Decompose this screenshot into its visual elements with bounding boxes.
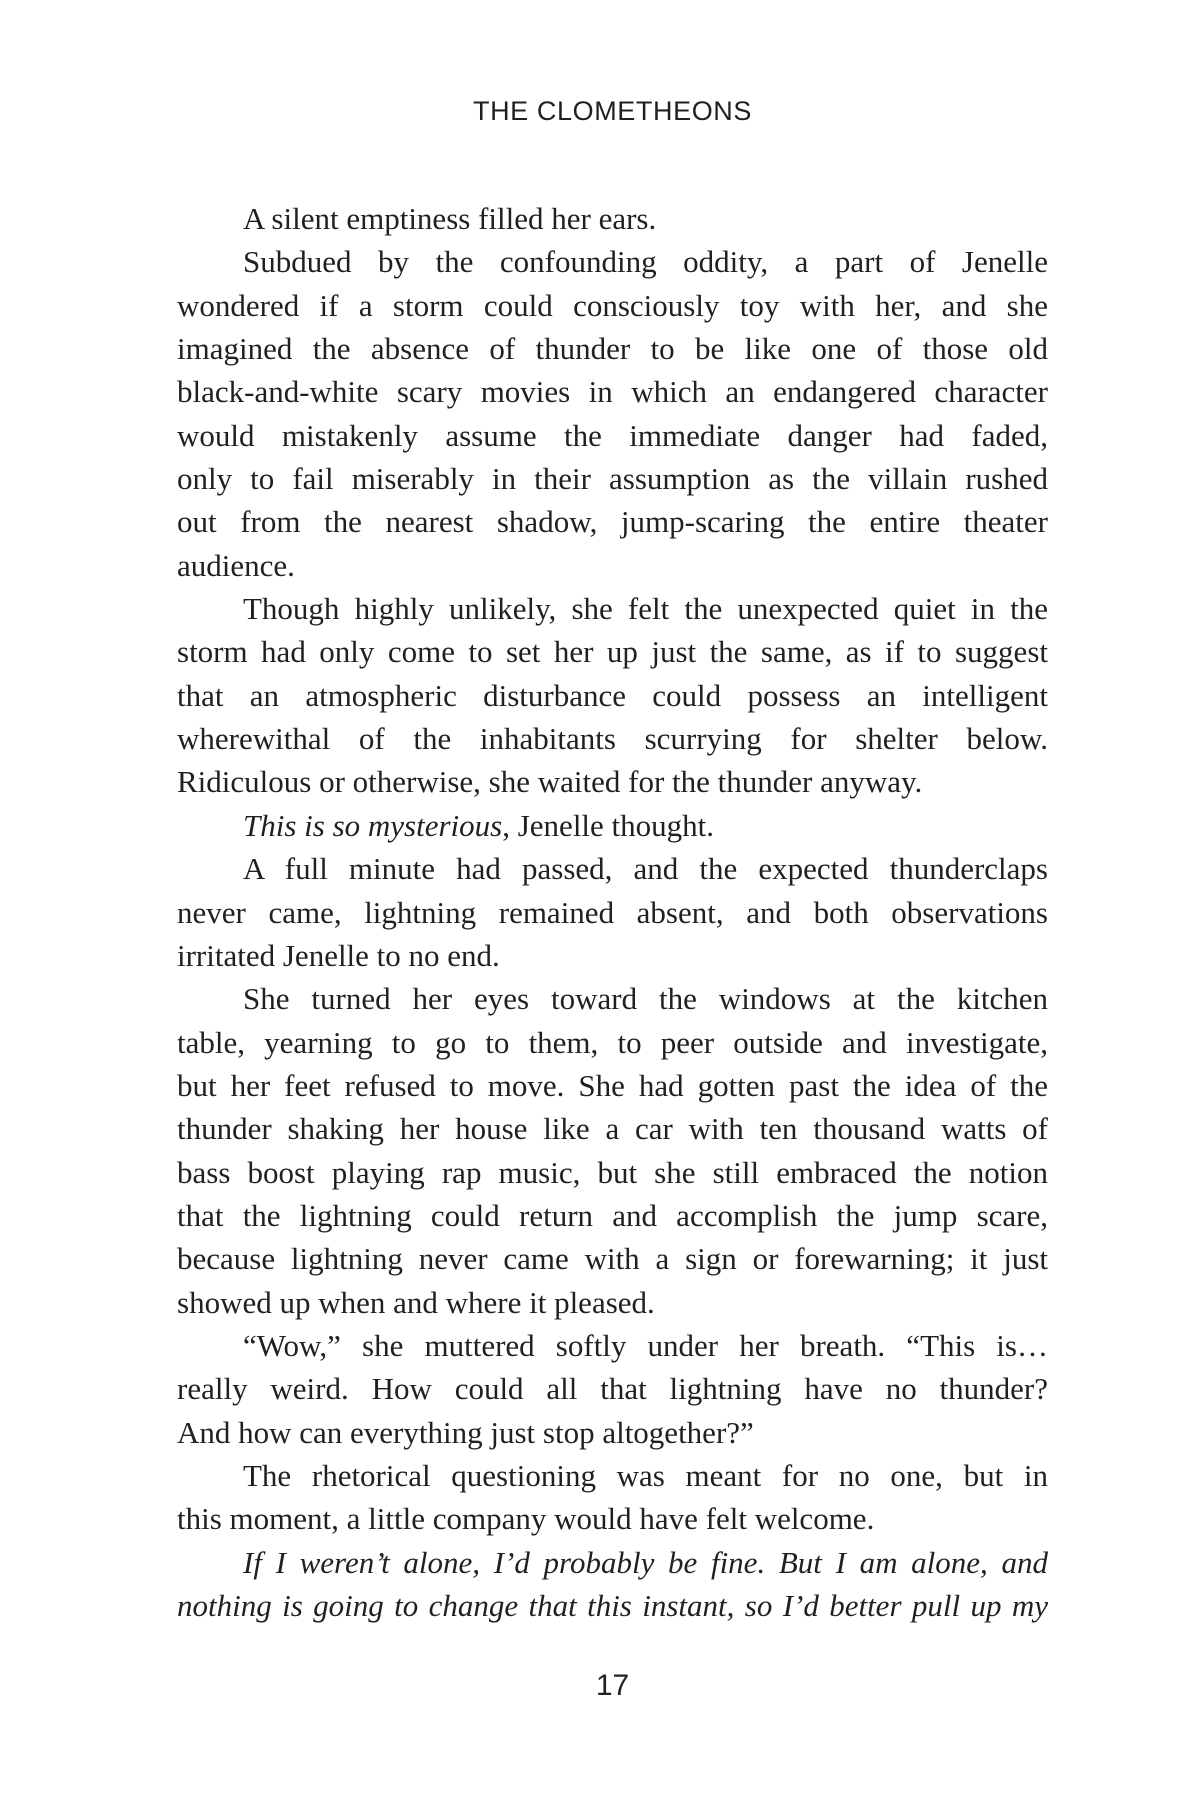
text-line — [177, 1281, 1048, 1324]
text-line — [177, 587, 1048, 630]
text-run: nothing is going to change that this instant, so I’d better pull up my — [177, 1588, 1048, 1623]
text-line — [177, 1411, 1048, 1454]
text-run: would mistakenly assume the immediate danger had faded, — [177, 417, 1048, 453]
text-line — [177, 674, 1048, 717]
text-run: this moment, a little company would have felt welcome. — [177, 1501, 875, 1537]
text-run: A silent emptiness filled her ears. — [243, 201, 657, 236]
text-run: really weird. How could all that lightning have no thunder? — [177, 1371, 1048, 1407]
text-run: thunder shaking her house like a car with ten thousand watts of — [177, 1111, 1048, 1147]
text-run: that an atmospheric disturbance could possess an intelligent — [177, 677, 1048, 713]
text-run: The rhetorical questioning was meant for no one, but in — [243, 1457, 1048, 1493]
text-run: If I weren’t alone, I’d probably be fine. But I am alone, and — [243, 1544, 1048, 1580]
text-line — [177, 370, 1048, 413]
text-line — [177, 1151, 1048, 1194]
text-line — [177, 760, 1048, 803]
running-header-title: THE CLOMETHEONS — [472, 96, 753, 126]
text-run: “Wow,” she muttered softly under her breath. “This is… — [243, 1327, 1048, 1363]
text-line — [177, 1497, 1048, 1540]
text-line — [177, 197, 1048, 240]
text-run: table, yearning to go to them, to peer outside and investigate, — [177, 1024, 1048, 1060]
text-run: Subdued by the confounding oddity, a part of Jenelle — [243, 244, 1048, 280]
text-line — [177, 240, 1048, 283]
text-line — [177, 457, 1048, 500]
text-line — [177, 630, 1048, 673]
text-line — [177, 891, 1048, 934]
text-line — [177, 327, 1048, 370]
text-line — [177, 847, 1048, 890]
text-run: that the lightning could return and accomplish the jump scare, — [177, 1197, 1048, 1233]
text-line — [177, 1237, 1048, 1280]
text-run: , Jenelle thought. — [502, 807, 715, 843]
text-line — [177, 1064, 1048, 1107]
text-line — [177, 1021, 1048, 1064]
text-run: but her feet refused to move. She had gotten past the idea of the — [177, 1067, 1048, 1103]
text-line — [177, 1541, 1048, 1584]
text-line — [177, 1584, 1048, 1627]
text-run: Though highly unlikely, she felt the unexpected quiet in the — [243, 591, 1048, 627]
text-line — [177, 414, 1048, 457]
text-run: audience. — [177, 547, 295, 583]
text-run: out from the nearest shadow, jump-scaring the entire theater — [177, 504, 1048, 540]
text-run: irritated Jenelle to no end. — [177, 937, 500, 973]
text-run: storm had only come to set her up just the same, as if to suggest — [177, 634, 1048, 670]
text-line — [177, 284, 1048, 327]
text-run: Ridiculous or otherwise, she waited for the thunder anyway. — [177, 764, 923, 800]
text-run: This is so mysterious — [243, 807, 503, 843]
text-run: never came, lightning remained absent, and both observations — [177, 894, 1048, 930]
text-line — [177, 804, 1048, 847]
text-run: A full minute had passed, and the expected thunderclaps — [243, 851, 1048, 887]
text-line — [177, 1107, 1048, 1150]
text-run: black-and-white scary movies in which an endangered character — [177, 374, 1048, 410]
page-number: 17 — [595, 1669, 630, 1702]
text-run: wherewithal of the inhabitants scurrying for shelter below. — [177, 721, 1048, 757]
text-run: only to fail miserably in their assumption as the villain rushed — [177, 461, 1048, 497]
text-run: bass boost playing rap music, but she still embraced the notion — [177, 1154, 1048, 1190]
text-line — [177, 934, 1048, 977]
text-line — [177, 544, 1048, 587]
text-run: showed up when and where it pleased. — [177, 1284, 655, 1320]
text-line — [177, 500, 1048, 543]
text-run: imagined the absence of thunder to be like one of those old — [177, 331, 1048, 367]
text-line — [177, 977, 1048, 1020]
body-text — [177, 197, 1048, 1627]
text-run: And how can everything just stop altogether?” — [177, 1414, 754, 1450]
text-run: She turned her eyes toward the windows at the kitchen — [243, 981, 1048, 1017]
text-run: wondered if a storm could consciously toy with her, and she — [177, 287, 1048, 323]
text-line — [177, 717, 1048, 760]
text-line — [177, 1367, 1048, 1410]
text-line — [177, 1324, 1048, 1367]
text-line — [177, 1454, 1048, 1497]
text-line — [177, 1194, 1048, 1237]
text-run: because lightning never came with a sign or forewarning; it just — [177, 1241, 1048, 1277]
